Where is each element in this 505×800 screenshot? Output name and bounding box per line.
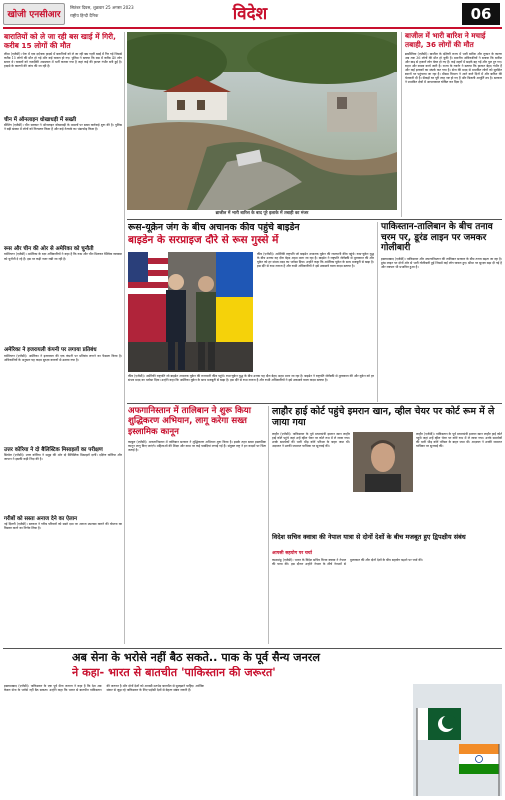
biden-body-1: कीव (एजेंसी)। अमेरिकी राष्ट्रपति जो बाइडेन अचानक यूक्रेन की राजधानी कीव पहुंचे। रूस-यूक्रेन युद्ध के बीच उनका यह दौरा बेहद अहम माना जा रहा है। बाइडेन ने राष्ट्रपति जेलेंस्की से मुलाकात की और यूक्रेन को हर संभव मदद का भरोसा दिया। उन्होंने कहा कि अमेरिका यूक्रेन के साथ मजबूती से खड़ा है। इस दौरे से रूस नाराज है और रूसी अधिकारियों ने इसे उकसावे वाला कदम बताया है। bbox=[257, 252, 374, 269]
left-3-headline: रूस और चीन की ओर से अमेरिका को चुनौती bbox=[4, 246, 94, 253]
pak-taliban-article bbox=[377, 222, 502, 402]
pak-taliban-body: इस्लामाबाद (एजेंसी)। पाकिस्तान और अफगानिस्तान की तालिबान सरकार के बीच तनाव बढ़ता जा रहा है। डूरंड लाइन पर दोनों ओर से भारी गोलीबारी हुई जिसमें कई लोग घायल हुए। सीमा पर सुरक्षा बढ़ा दी गई है और व्यापार भी प्रभावित हुआ है। bbox=[381, 256, 502, 269]
brazil-article bbox=[401, 32, 502, 217]
imran-photo bbox=[353, 432, 413, 492]
page-number: 06 bbox=[462, 3, 500, 25]
bottom-section-rule bbox=[3, 648, 502, 649]
flags-photo bbox=[413, 684, 502, 796]
masthead-date: सितंबर दिवस, शुक्रवार 25 अगस्त 2023 bbox=[70, 5, 134, 10]
pak-army-headline-1: अब सेना के भरोसे नहीं बैठ सकते.. पाक के पूर्व सैन्य जनरल bbox=[72, 651, 320, 664]
biden-body-2: कीव (एजेंसी)। अमेरिकी राष्ट्रपति जो बाइडेन अचानक यूक्रेन की राजधानी कीव पहुंचे। रूस-यूक्रेन युद्ध के बीच उनका यह दौरा बेहद अहम माना जा रहा है। बाइडेन ने राष्ट्रपति जेलेंस्की से मुलाकात की और यूक्रेन को हर संभव मदद का भरोसा दिया। उन्होंने कहा कि अमेरिका यूक्रेन के साथ मजबूती से खड़ा है। इस दौरे से रूस नाराज है और रूसी अधिकारियों ने इसे उकसावे वाला कदम बताया है। bbox=[128, 374, 374, 383]
brazil-headline: बाजील में भारी बारिश ने मचाई तबाही, 36 लोगों की मौत bbox=[405, 31, 486, 49]
afghan-headline: अफगानिस्तान में तालिबान ने शुरू किया शुद्धिकरण अभियान, लागू करेगा सख्त इस्लामिक कानून bbox=[128, 406, 251, 437]
afghan-body: काबुल (एजेंसी)। अफगानिस्तान में तालिबान सरकार ने शुद्धिकरण अभियान शुरू किया है। इसके तहत सख्त इस्लामिक कानून लागू किए जाएंगे। महिलाओं की शिक्षा और काम पर कई पाबंदियां लगाई गई हैं। संयुक्त राष्ट्र ने इन कदमों पर चिंता जताई है। bbox=[128, 440, 266, 453]
masthead bbox=[0, 0, 505, 30]
left-6-headline: गरीबों को सस्ता अनाज देने का ऐलान bbox=[4, 515, 78, 522]
nepal-headline: विदेश सचिव क्वात्रा की नेपाल यात्रा से दोनों देशों के बीच मजबूत हुए द्विपक्षीय संबंध bbox=[272, 533, 466, 541]
pak-army-body: इस्लामाबाद (एजेंसी)। पाकिस्तान के एक पूर्व सैन्य जनरल ने कहा है कि देश अब केवल सेना के भरोसे नहीं बैठ सकता। उन्होंने कहा कि भारत से बातचीत पाकिस्तान की जरूरत है और दोनों देशों को आपसी मतभेद बातचीत से सुलझाने चाहिए। आर्थिक संकट से जूझ रहे पाकिस्तान के लिए पड़ोसी देशों से बेहतर संबंध जरूरी हैं। bbox=[4, 684, 204, 693]
flood-photo-caption: ब्राजील में भारी बारिश के बाद पूरे इलाके में तबाही का मंजर bbox=[215, 211, 309, 216]
pak-taliban-headline: पाकिस्तान-तालिबान के बीच तनाव चरम पर, डूरंड लाइन पर जमकर गोलीबारी bbox=[381, 222, 493, 254]
masthead-rule bbox=[3, 27, 502, 29]
flood-photo bbox=[127, 32, 397, 210]
biden-headline-2: बाइडेन के सरप्राइज दौरे से रूस गुस्से में bbox=[128, 234, 279, 246]
imran-body-1: लाहौर (एजेंसी)। पाकिस्तान के पूर्व प्रधानमंत्री इमरान खान लाहौर हाई कोर्ट पहुंचे जहां उन्हें व्हील चेयर पर कोर्ट रूम में ले जाया गया। उनके समर्थकों की भारी भीड़ कोर्ट परिसर के बाहर जमा थी। अदालत ने उनकी जमानत याचिका पर सुनवाई की। bbox=[272, 432, 350, 449]
left-4-headline: अमेरिका ने इजरायली कंपनी पर लगाया प्रतिबंध bbox=[4, 347, 97, 354]
biden-photo bbox=[128, 252, 253, 372]
masthead-tagline: राष्ट्रीय हिन्दी दैनिक bbox=[70, 13, 99, 18]
afghan-article bbox=[128, 406, 266, 644]
left-3-body: वाशिंगटन (एजेंसी)। अमेरिका के रक्षा अधिकारियों ने कहा है कि रूस और चीन मिलकर वैश्विक व्यवस्था को चुनौती दे रहे हैं। इस पर कड़ी नजर रखी जा रही है। bbox=[4, 252, 122, 261]
nepal-subhead: आपसी सहयोग पर चर्चा bbox=[272, 551, 312, 556]
left-main-body: लीमा (एजेंसी)। पेरू में एक दर्दनाक हादसे में बारातियों को ले जा रही बस गहरी खाई में गिर गई जिससे करीब 15 लोगों की मौत हो गई और कई घायल हो गए। पुलिस ने बताया कि बस में करीब 40 लोग सवार थे। घायलों को नजदीकी अस्पताल में भर्ती कराया गया है जहां कई की हालत गंभीर बनी हुई है। हादसे के कारणों की जांच की जा रही है। bbox=[4, 52, 122, 69]
left-5-headline: उत्तर कोरिया ने दो बैलिस्टिक मिसाइलों का परीक्षण bbox=[4, 446, 103, 453]
left-2-headline: चीन में ऑनलाइन धोखाधड़ी में सख्ती bbox=[4, 117, 77, 123]
imran-headline: लाहौर हाई कोर्ट पहुंचे इमरान खान, व्हील चेयर पर कोर्ट रूम में ले जाया गया bbox=[272, 406, 495, 429]
pak-army-headline-2: ने कहा- भारत से बातचीत 'पाकिस्तान की जरूरत' bbox=[72, 666, 276, 679]
left-column-divider bbox=[124, 32, 125, 644]
masthead-logo: खोजी एनसीआर bbox=[3, 3, 65, 25]
mid-section-rule bbox=[127, 403, 502, 404]
left-2-body: बीजिंग (एजेंसी)। चीन सरकार ने ऑनलाइन धोखाधड़ी के मामलों पर सख्त कार्रवाई शुरू की है। पुलिस ने बड़ी संख्या में लोगों को गिरफ्तार किया है और कई नेटवर्क का भंडाफोड़ किया है। bbox=[4, 123, 122, 132]
imran-body-2: लाहौर (एजेंसी)। पाकिस्तान के पूर्व प्रधानमंत्री इमरान खान लाहौर हाई कोर्ट पहुंचे जहां उन्हें व्हील चेयर पर कोर्ट रूम में ले जाया गया। उनके समर्थकों की भारी भीड़ कोर्ट परिसर के बाहर जमा थी। अदालत ने उनकी जमानत याचिका पर सुनवाई की। bbox=[416, 432, 502, 449]
left-4-body: वाशिंगटन (एजेंसी)। अमेरिका ने इजरायल की एक कंपनी पर प्रतिबंध लगाने का फैसला किया है। अधिकारियों के अनुसार यह कदम सुरक्षा कारणों से उठाया गया है। bbox=[4, 353, 122, 362]
left-6-body: नई दिल्ली (एजेंसी)। सरकार ने गरीब परिवारों को सस्ते दाम पर अनाज उपलब्ध कराने की योजना का विस्तार करने का निर्णय लिया है। bbox=[4, 522, 122, 531]
afghan-divider bbox=[268, 406, 269, 644]
brazil-body: ब्रासीलिया (एजेंसी)। बाजील के दक्षिणी राज्य में भारी बारिश और तूफान के कारण अब तक 36 लोगों की मौत हो चुकी है। स्थानीय अधिकारियों ने बताया कि बारिश और बाढ़ से हजारों लोग बेघर हो गए हैं। कई शहरों में सड़कें बह गईं और पुल टूट गए। राहत और बचाव कार्य जारी है। राज्य के गवर्नर ने बताया कि हालात बेहद गंभीर हैं और कई इलाकों का संपर्क कट गया है। सेना की मदद से प्रभावित लोगों को सुरक्षित स्थानों पर पहुंचाया जा रहा है। मौसम विभाग ने आने वाले दिनों में और बारिश की चेतावनी दी है। सैकड़ों घर पूरी तरह नष्ट हो गए हैं और बिजली आपूर्ति ठप है। सरकार ने प्रभावित क्षेत्रों में आपातकाल घोषित कर दिया है। bbox=[405, 51, 502, 85]
biden-headline-1: रूस-यूक्रेन जंग के बीच अचानक कीव पहुंचे बाइडेन bbox=[128, 222, 300, 233]
nepal-body: काठमांडू (एजेंसी)। भारत के विदेश सचिव विनय क्वात्रा ने नेपाल की यात्रा की। इस दौरान उन्होंने नेपाल के शीर्ष नेताओं से मुलाकात की और दोनों देशों के बीच सहयोग बढ़ाने पर चर्चा की। bbox=[272, 558, 423, 567]
left-column bbox=[4, 32, 122, 622]
left-main-headline: बारातियों को ले जा रही बस खाई में गिरी, करीब 15 लोगों की मौत bbox=[4, 32, 116, 50]
top-section-rule bbox=[127, 219, 502, 220]
section-title: विदेश bbox=[232, 4, 268, 24]
left-5-body: सियोल (एजेंसी)। उत्तर कोरिया ने समुद्र की ओर दो बैलिस्टिक मिसाइलें दागीं। दक्षिण कोरिया और जापान ने इसकी कड़ी निंदा की है। bbox=[4, 452, 122, 461]
